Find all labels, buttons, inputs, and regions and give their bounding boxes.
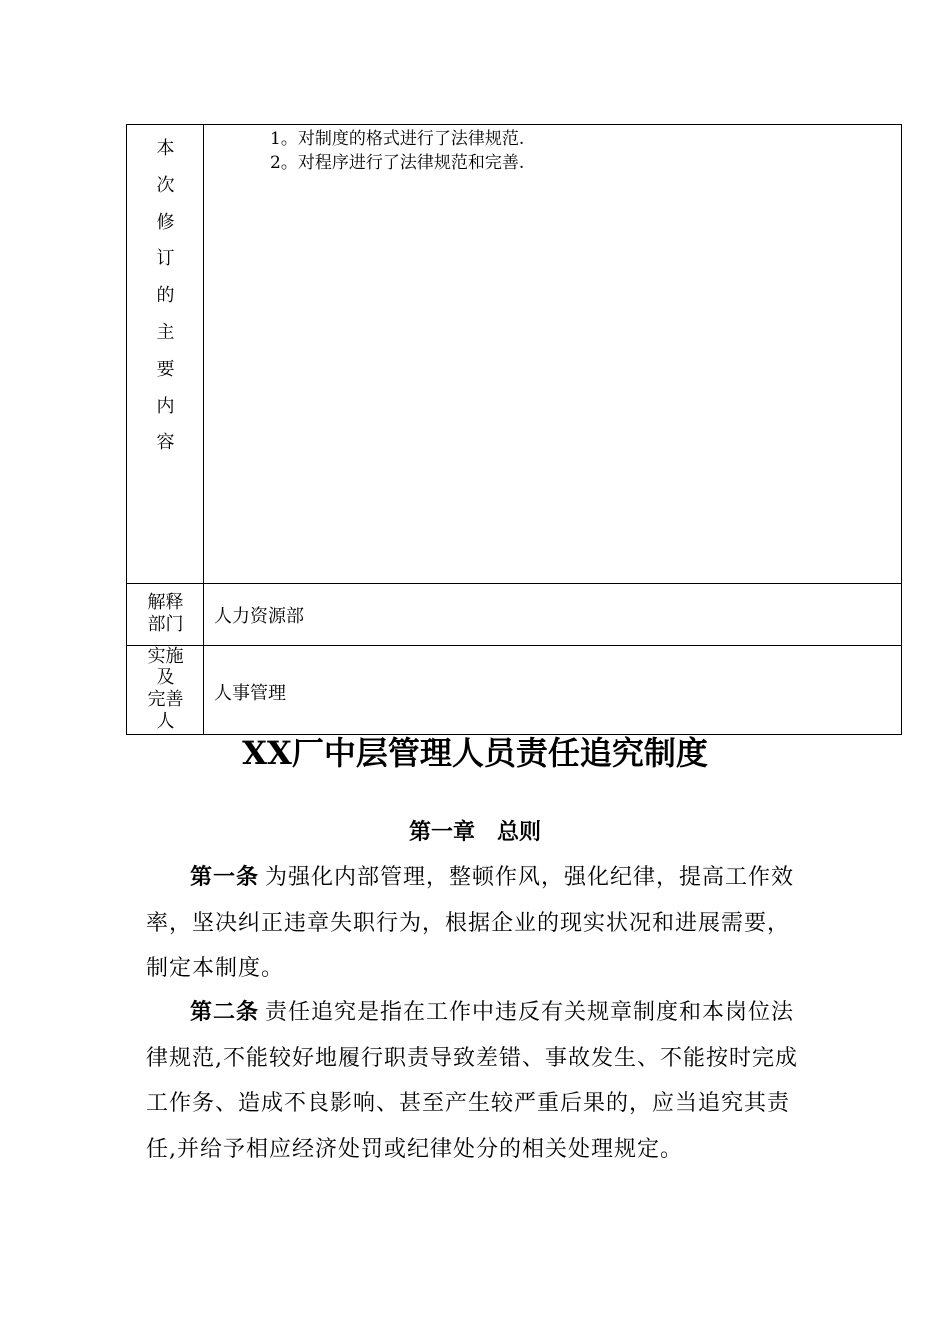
table-row bbox=[127, 584, 901, 646]
document-title: XX厂中层管理人员责任追究制度 bbox=[242, 734, 708, 772]
revision-item: 1。对制度的格式进行了法律规范. bbox=[270, 129, 525, 149]
label-line: 实施 bbox=[147, 646, 184, 667]
row-label-implementer bbox=[127, 646, 204, 735]
revision-content-cell bbox=[204, 125, 901, 583]
table-row bbox=[127, 125, 901, 584]
row-label-interpreting-dept bbox=[127, 584, 204, 645]
label-line: 解释 bbox=[147, 592, 184, 613]
vertical-label bbox=[127, 131, 204, 462]
revision-items bbox=[270, 127, 524, 175]
label-line: 完善 bbox=[147, 689, 184, 710]
label-char: 内 bbox=[156, 395, 175, 417]
label-char: 订 bbox=[156, 248, 175, 270]
label-line: 部门 bbox=[147, 614, 184, 635]
label-char: 修 bbox=[156, 211, 175, 233]
revision-table bbox=[126, 124, 902, 735]
interpreting-dept-value: 人力资源部 bbox=[214, 606, 304, 627]
article-paragraph bbox=[146, 990, 806, 1172]
revision-item: 2。对程序进行了法律规范和完善. bbox=[270, 153, 525, 173]
label-char: 次 bbox=[156, 174, 175, 196]
article-text: 为强化内部管理，整顿作风，强化纪律，提高工作效率，坚决纠正违章失职行为，根据企业的现实状况和进展需要，制定本制度。 bbox=[146, 865, 795, 981]
label-char: 的 bbox=[156, 285, 175, 307]
label-char: 要 bbox=[156, 358, 175, 380]
article-paragraph bbox=[146, 855, 806, 992]
chapter-heading: 第一章 总则 bbox=[408, 819, 541, 845]
article-text: 责任追究是指在工作中违反有关规章制度和本岗位法律规范,不能较好地履行职责导致差错、事故发生、不能按时完成工作务、造成不良影响、甚至产生较严重后果的，应当追究其责任,并给予相应经济处罚或纪律处分的相关处理规定。 bbox=[146, 1000, 798, 1162]
article-label: 第二条 bbox=[190, 999, 260, 1025]
implementer-value: 人事管理 bbox=[214, 683, 286, 704]
label-line: 人 bbox=[156, 711, 175, 732]
table-row bbox=[127, 646, 901, 735]
label-line: 及 bbox=[156, 667, 175, 688]
label-char: 本 bbox=[156, 138, 175, 159]
label-char: 主 bbox=[156, 321, 175, 343]
row-label-revision-content bbox=[127, 125, 204, 583]
interpreting-dept-cell bbox=[204, 584, 901, 645]
article-label: 第一条 bbox=[190, 864, 260, 890]
label-char: 容 bbox=[156, 432, 175, 454]
implementer-cell bbox=[204, 646, 901, 735]
